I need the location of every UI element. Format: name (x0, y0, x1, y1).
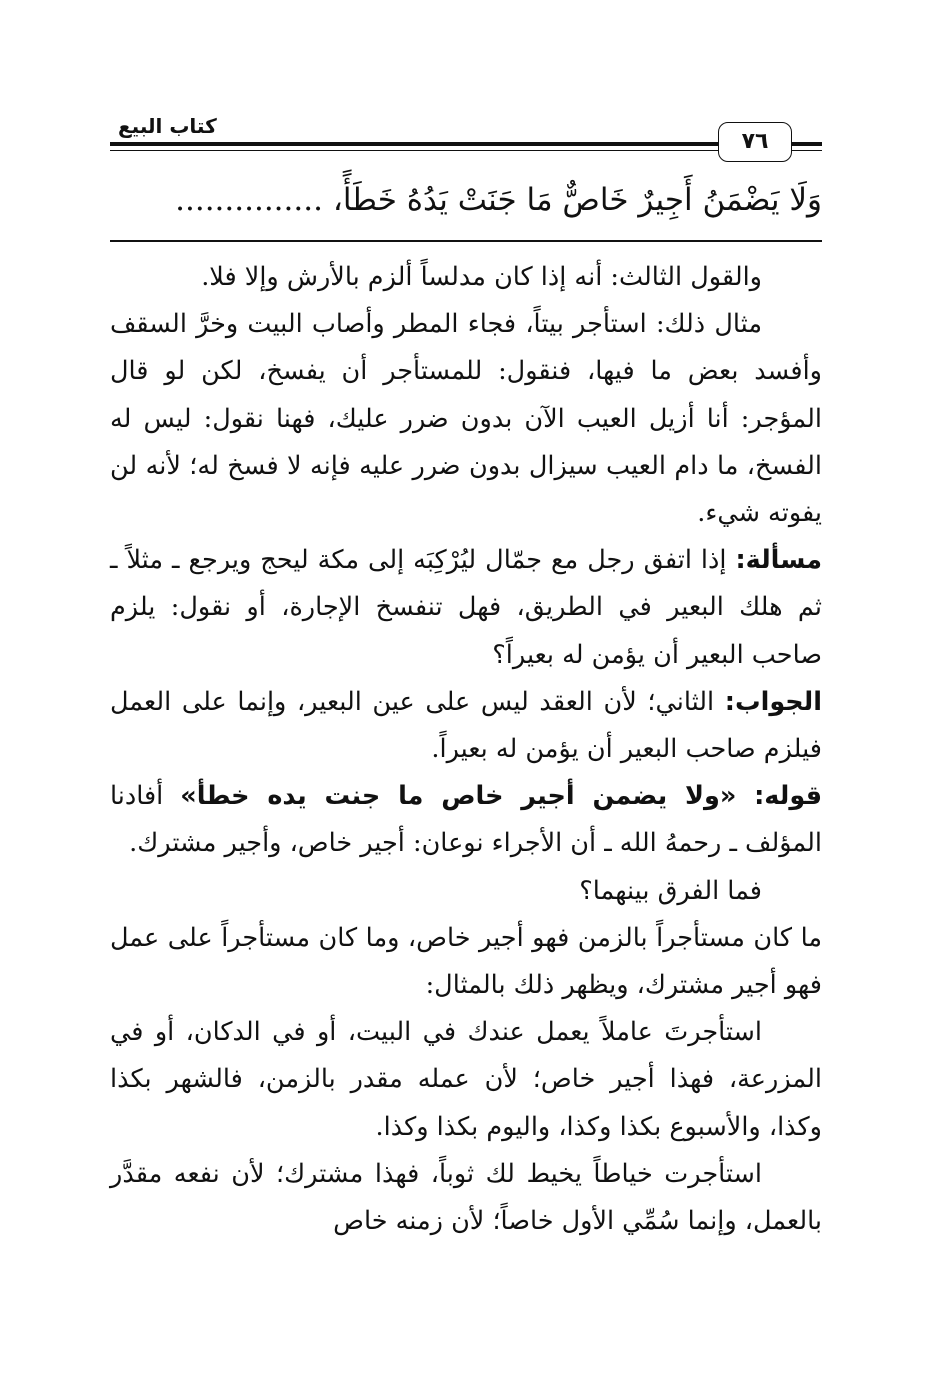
paragraph-answer (110, 679, 822, 773)
paragraph (110, 1151, 822, 1245)
paragraph-quote (110, 773, 822, 867)
paragraph (110, 915, 822, 1009)
paragraph (110, 301, 822, 537)
paragraph-text: ما كان مستأجراً بالزمن فهو أجير خاص، وما كان مستأجراً على عمل فهو أجير مشترك، ويظهر ذلك بالمثال: (110, 922, 822, 1001)
paragraph-text: أفادنا المؤلف ـ رحمهُ الله ـ أن الأجراء نوعان: أجير خاص، وأجير مشترك. (110, 781, 822, 859)
quote-label: قوله: (754, 781, 823, 812)
answer-label: الجواب: (724, 686, 822, 717)
matn-separator-rule (110, 240, 822, 242)
header-rule-thick (110, 142, 822, 146)
matn-text (110, 172, 822, 228)
running-header (110, 112, 822, 160)
issue-label: مسألة: (735, 545, 822, 576)
paragraph-text: استأجرتَ عاملاً يعمل عندك في البيت، أو في الدكان، أو في المزرعة، فهذا أجير خاص؛ لأن عمله مقدر بالزمن، فالشهر بكذا وكذا، والأسبوع بكذا وكذا، واليوم بكذا وكذا. (110, 1017, 822, 1142)
matn-continuation-dots: ............... (175, 182, 323, 218)
paragraph-text: إذا اتفق رجل مع جمّال ليُرْكِبَه إلى مكة ليحج ويرجع ـ مثلاً ـ ثم هلك البعير في الطريق، فهل تنفسخ الإجارة، أو نقول: يلزم صاحب البعير أن يؤمن له بعيراً؟ (110, 545, 822, 670)
quoted-matn: «ولا يضمن أجير خاص ما جنت يده خطأ» (180, 781, 755, 812)
paragraph-text: الثاني؛ لأن العقد ليس على عين البعير، وإنما على العمل فيلزم صاحب البعير أن يؤمن له بعيراً. (110, 686, 822, 765)
header-rule-thin (110, 150, 822, 151)
paragraph (110, 868, 822, 915)
matn-sentence: وَلَا يَضْمَنُ أَجِيرٌ خَاصٌّ مَا جَنَتْ يَدُهُ خَطَأً، (332, 182, 822, 218)
book-title: كتاب البيع (118, 114, 217, 138)
page-number: ٧٦ (718, 122, 792, 162)
paragraph-text: مثال ذلك: استأجر بيتاً، فجاء المطر وأصاب البيت وخرَّ السقف وأفسد بعض ما فيها، فنقول: للمستأجر أن يفسخ، لكن لو قال المؤجر: أنا أزيل العيب الآن بدون ضرر عليك، فهنا نقول: ليس له الفسخ، ما دام العيب سيزال بدون ضرر عليه فإنه لا فسخ له؛ لأنه لن يفوته شيء. (110, 309, 822, 529)
paragraph (110, 254, 822, 301)
paragraph (110, 1009, 822, 1151)
paragraph-issue (110, 537, 822, 679)
paragraph-text: استأجرت خياطاً يخيط لك ثوباً، فهذا مشترك؛ لأن نفعه مقدَّر بالعمل، وإنما سُمِّي الأول خاصاً؛ لأن زمنه خاص (110, 1158, 822, 1237)
paragraph-text: فما الفرق بينهما؟ (579, 875, 762, 906)
commentary-body (110, 254, 822, 1245)
paragraph-text: والقول الثالث: أنه إذا كان مدلساً ألزم بالأرش وإلا فلا. (201, 262, 762, 292)
